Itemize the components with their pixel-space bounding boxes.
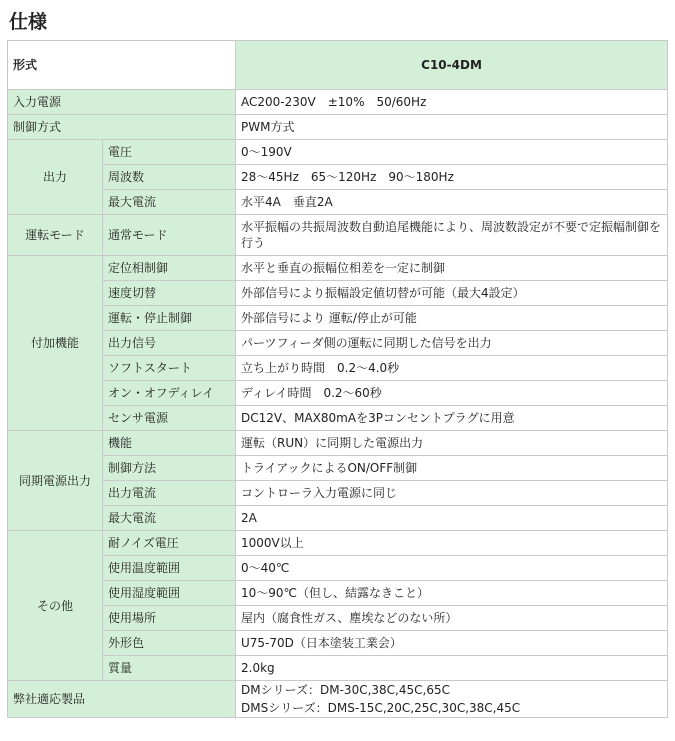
table-row [8, 606, 668, 631]
row-label: 耐ノイズ電圧 [103, 531, 236, 556]
row-value: 外部信号により 運転/停止が可能 [236, 306, 668, 331]
table-row [8, 481, 668, 506]
row-value: ディレイ時間 0.2～60秒 [236, 381, 668, 406]
row-value: 立ち上がり時間 0.2～4.0秒 [236, 356, 668, 381]
row-label: 入力電源 [8, 90, 236, 115]
table-row [8, 681, 668, 718]
row-value: 10～90℃（但し、結露なきこと） [236, 581, 668, 606]
row-label: 外形色 [103, 631, 236, 656]
row-value: コントローラ入力電源に同じ [236, 481, 668, 506]
model-name: C10-4DM [236, 41, 668, 90]
table-row [8, 215, 668, 256]
header-row [8, 41, 668, 90]
row-label: 運転・停止制御 [103, 306, 236, 331]
category-output: 出力 [8, 140, 103, 215]
row-value: 0～40℃ [236, 556, 668, 581]
row-value: 2A [236, 506, 668, 531]
row-label: 出力電流 [103, 481, 236, 506]
row-label: 周波数 [103, 165, 236, 190]
row-value: 水平4A 垂直2A [236, 190, 668, 215]
row-value: U75-70D（日本塗装工業会） [236, 631, 668, 656]
row-value: パーツフィーダ側の運転に同期した信号を出力 [236, 331, 668, 356]
table-row [8, 406, 668, 431]
category-operation-mode: 運転モード [8, 215, 103, 256]
table-row [8, 331, 668, 356]
row-value: 28～45Hz 65～120Hz 90～180Hz [236, 165, 668, 190]
row-label: 最大電流 [103, 190, 236, 215]
table-row [8, 190, 668, 215]
header-label: 形式 [8, 41, 236, 90]
product-line: DMSシリーズ：DMS-15C,20C,25C,30C,38C,45C [241, 701, 521, 715]
row-label: ソフトスタート [103, 356, 236, 381]
table-row [8, 256, 668, 281]
table-row [8, 115, 668, 140]
row-label: 弊社適応製品 [8, 681, 236, 718]
row-label: オン・オフディレイ [103, 381, 236, 406]
table-row [8, 631, 668, 656]
table-row [8, 356, 668, 381]
product-line: DMシリーズ：DM-30C,38C,45C,65C [241, 683, 450, 697]
table-row [8, 306, 668, 331]
row-value: PWM方式 [236, 115, 668, 140]
table-row [8, 656, 668, 681]
table-row [8, 506, 668, 531]
table-row [8, 281, 668, 306]
table-row [8, 531, 668, 556]
table-row [8, 381, 668, 406]
row-value: 0～190V [236, 140, 668, 165]
row-value: 水平振幅の共振周波数自動追尾機能により、周波数設定が不要で定振幅制御を行う [236, 215, 668, 256]
row-label: 速度切替 [103, 281, 236, 306]
row-value: 屋内（腐食性ガス、塵埃などのない所） [236, 606, 668, 631]
page-title: 仕様 [9, 11, 48, 33]
row-label: 機能 [103, 431, 236, 456]
row-label: 使用温度範囲 [103, 556, 236, 581]
table-row [8, 556, 668, 581]
table-row [8, 140, 668, 165]
row-label: 通常モード [103, 215, 236, 256]
row-value: 2.0kg [236, 656, 668, 681]
row-label: 出力信号 [103, 331, 236, 356]
row-value: トライアックによるON/OFF制御 [236, 456, 668, 481]
row-value: 水平と垂直の振幅位相差を一定に制御 [236, 256, 668, 281]
table-row [8, 581, 668, 606]
row-label: 使用湿度範囲 [103, 581, 236, 606]
category-other: その他 [8, 531, 103, 681]
row-label: 電圧 [103, 140, 236, 165]
table-row [8, 165, 668, 190]
spec-table [7, 40, 668, 718]
category-sync-power-output: 同期電源出力 [8, 431, 103, 531]
row-label: 制御方法 [103, 456, 236, 481]
row-label: 制御方式 [8, 115, 236, 140]
row-label: 質量 [103, 656, 236, 681]
row-label: 使用場所 [103, 606, 236, 631]
compatible-products [236, 681, 668, 718]
table-row [8, 456, 668, 481]
row-label: センサ電源 [103, 406, 236, 431]
table-row [8, 90, 668, 115]
row-value: 運転（RUN）に同期した電源出力 [236, 431, 668, 456]
row-value: 外部信号により振幅設定値切替が可能（最大4設定） [236, 281, 668, 306]
table-row [8, 431, 668, 456]
row-value: DC12V、MAX80mAを3Pコンセントプラグに用意 [236, 406, 668, 431]
row-value: AC200-230V ±10% 50/60Hz [236, 90, 668, 115]
row-value: 1000V以上 [236, 531, 668, 556]
category-additional-functions: 付加機能 [8, 256, 103, 431]
row-label: 定位相制御 [103, 256, 236, 281]
row-label: 最大電流 [103, 506, 236, 531]
